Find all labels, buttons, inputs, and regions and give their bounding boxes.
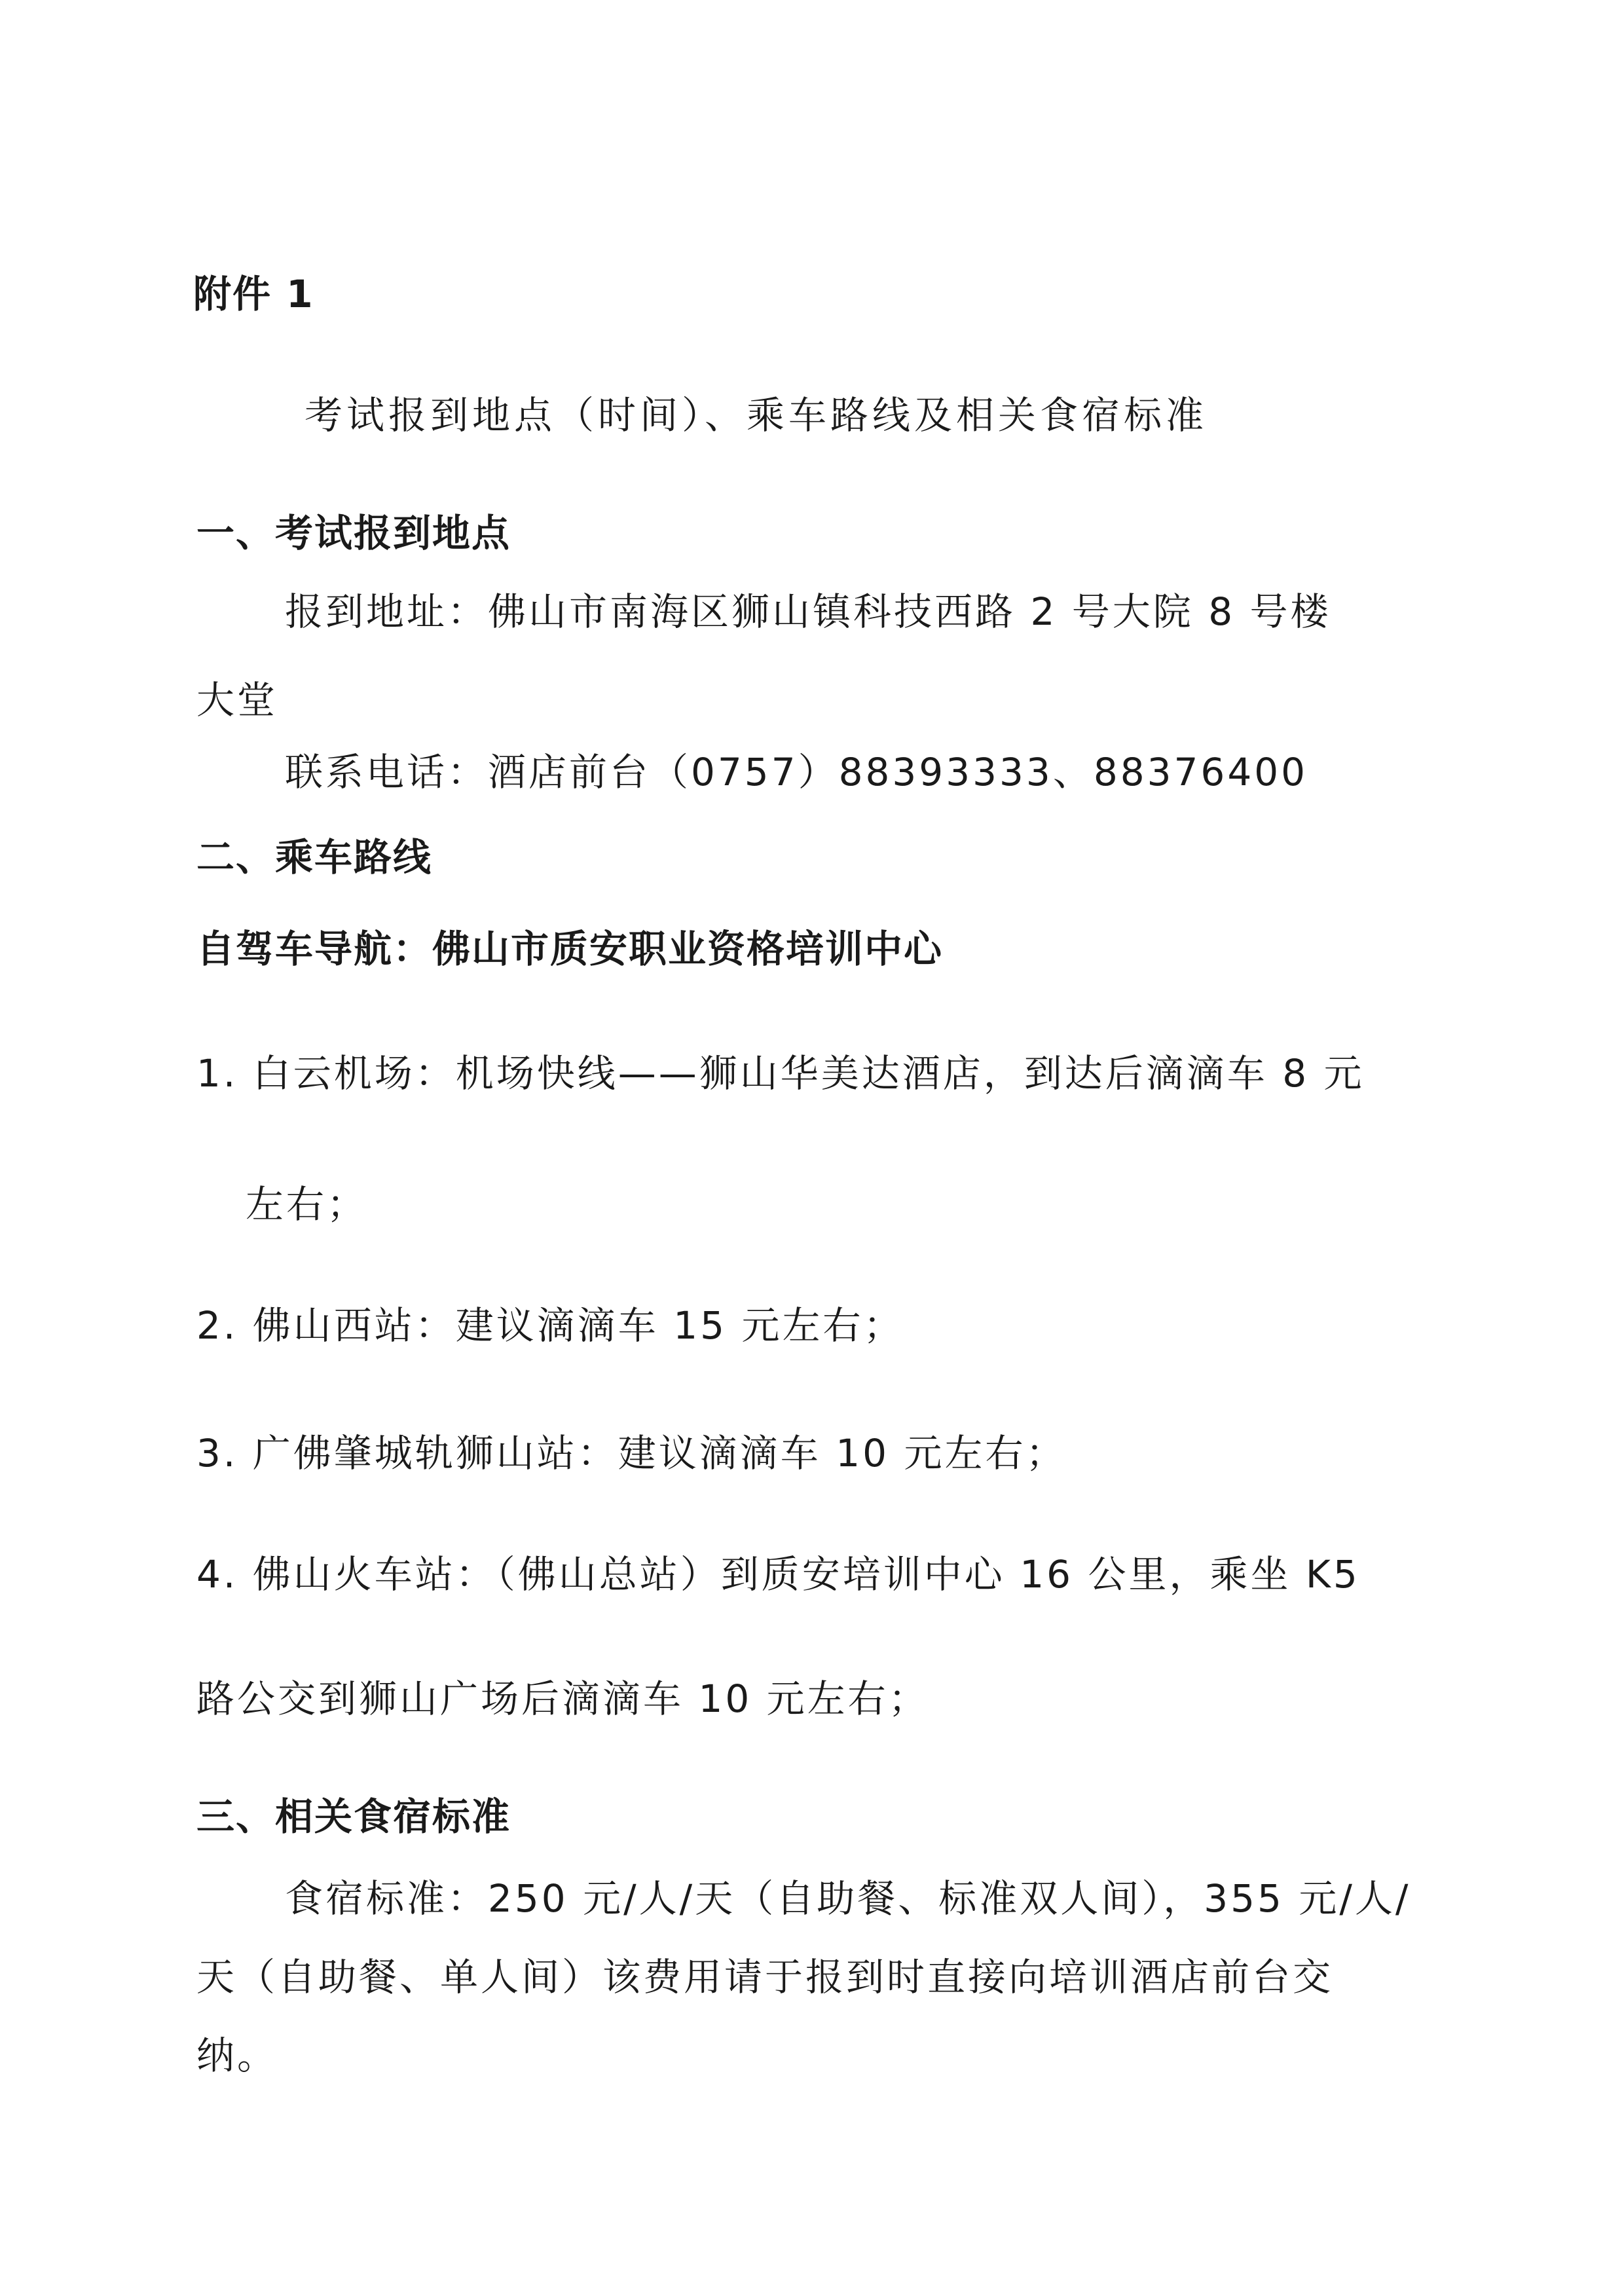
- route4-line2: 路公交到狮山广场后滴滴车 10 元左右；: [196, 1676, 929, 1721]
- phone-line: 联系电话：酒店前台（0757）88393333、88376400: [285, 750, 1308, 794]
- attachment-label: 附件 1: [193, 272, 314, 316]
- document-title: 考试报到地点（时间）、乘车路线及相关食宿标准: [304, 393, 1208, 437]
- address-line2: 大堂: [196, 678, 278, 722]
- route1-line2: 左右；: [246, 1182, 368, 1227]
- standard-line2: 天（自助餐、单人间）该费用请于报到时直接向培训酒店前台交: [196, 1955, 1334, 1999]
- address-line1: 报到地址：佛山市南海区狮山镇科技西路 2 号大院 8 号楼: [285, 589, 1331, 634]
- route1-line1: 1. 白云机场：机场快线——狮山华美达酒店，到达后滴滴车 8 元: [196, 1051, 1365, 1096]
- route4-line1: 4. 佛山火车站：（佛山总站）到质安培训中心 16 公里，乘坐 K5: [196, 1552, 1360, 1597]
- section3-heading: 三、相关食宿标准: [196, 1794, 511, 1839]
- section1-heading: 一、考试报到地点: [196, 511, 511, 555]
- standard-line3: 纳。: [196, 2033, 278, 2078]
- navigation-line: 自驾车导航：佛山市质安职业资格培训中心: [196, 927, 944, 971]
- route2-line: 2. 佛山西站：建议滴滴车 15 元左右；: [196, 1303, 904, 1348]
- standard-line1: 食宿标准：250 元/人/天（自助餐、标准双人间），355 元/人/: [285, 1876, 1411, 1921]
- route3-line: 3. 广佛肇城轨狮山站：建议滴滴车 10 元左右；: [196, 1431, 1067, 1475]
- section2-heading: 二、乘车路线: [196, 835, 433, 880]
